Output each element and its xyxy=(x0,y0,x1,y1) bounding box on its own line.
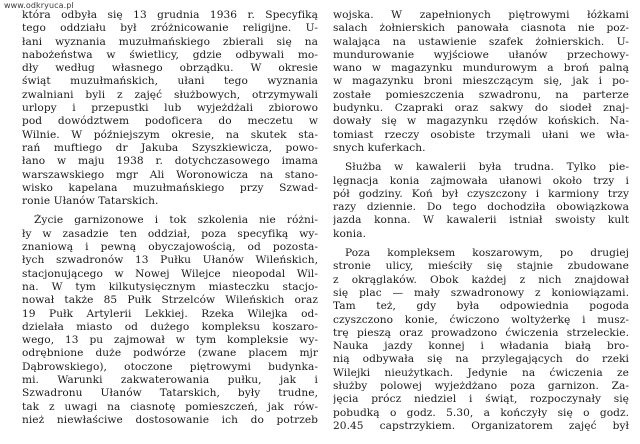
text-line: wisko kapelana muzułmańskiego przy Szwad- xyxy=(22,181,318,194)
text-line: łani wyznania muzułmańskiego zbierali się na xyxy=(22,35,318,48)
text-line: konia. xyxy=(333,227,366,240)
text-line: rań muftiego dr Jakuba Szyszkiewicza, powo- xyxy=(22,141,318,154)
text-line: odrębnione duże podwórze (zwane placem mjr xyxy=(22,347,318,360)
text-line: służby polowej wyjeżdżano poza garnizon. Za- xyxy=(333,380,629,393)
text-line: mundurowanie wyjściowe ułanów przechowy- xyxy=(333,48,629,61)
text-line: razy dziennie. Do tego dochodziła obowiązkowa xyxy=(333,201,629,214)
text-line: Tam też, gdy była odpowiednia pogoda xyxy=(333,300,629,313)
text-line: walająca na ustawienie szafek żołnierskich. U- xyxy=(333,35,629,48)
text-line: Szwadronu Ułanów Tatarskich, były trudne, xyxy=(22,387,318,400)
text-line: w magazynku broni mieszczącym się, jak i po- xyxy=(333,75,629,88)
text-line: urlopy i przepustki lub wyjeżdżali zbiorowo xyxy=(22,102,318,115)
text-line: dowały się w magazynku rzędów końskich. Na- xyxy=(333,115,629,128)
text-line: zostałe pomieszczenia szwadronu, na parterze xyxy=(333,88,629,101)
text-line: snych kuferkach. xyxy=(333,141,426,154)
text-line: wano w magazynku mundurowym a broń palną xyxy=(333,62,629,75)
text-line: Służba w kawalerii była trudna. Tylko pie- xyxy=(345,161,629,174)
text-line: łano w maju 1938 r. dotychczasowego imama xyxy=(22,155,318,168)
text-line: warszawskiego mgr Ali Woronowicza na stano- xyxy=(22,168,318,181)
left-text-column xyxy=(22,9,318,427)
text-line: tego oddziału był zróżnicowanie religijne. U- xyxy=(22,22,318,35)
text-line: Życie garnizonowe i tok szkolenia nie różni- xyxy=(34,214,318,227)
text-line: dły według własnego obrządku. W okresie xyxy=(22,62,318,75)
text-line: Dąbrowskiego), otoczone piętrowymi budynka- xyxy=(22,360,318,373)
paragraph xyxy=(333,247,629,433)
text-line: 19 Pułk Artylerii Lekkiej. Rzeka Wilejka od- xyxy=(22,307,318,320)
text-line: pobudką o godz. 5.30, a kończyły się o godz. xyxy=(333,406,629,419)
text-line: Wilejki nieużytkach. Jedynie na ćwiczenia ze xyxy=(333,366,629,379)
text-line: z okrąglaków. Obok każdej z nich znajdował xyxy=(333,273,629,286)
text-line: lęgnacja konia zajmowała ułanowi około trzy i xyxy=(333,174,629,187)
text-line: na. W tym kilkutysięcznym miasteczku stacjo- xyxy=(22,280,318,293)
text-line: dzielała miasto od dużego kompleksu koszaro- xyxy=(22,320,318,333)
paragraph xyxy=(22,9,318,208)
text-line: łych szwadronów 13 Pułku Ułanów Wileńskich, xyxy=(22,254,318,267)
text-line: zwalniani byli z zajęć służbowych, otrzymywali xyxy=(22,88,318,101)
text-line: pół godziny. Koń był czyszczony i karmiony trzy xyxy=(333,187,629,200)
text-line: ronie Ułanów Tatarskich. xyxy=(22,195,159,208)
text-line: wojska. W zapełnionych piętrowymi łóżkami xyxy=(333,9,629,21)
text-line: stacjonującego w Nowej Wilejce nieopodal Wil- xyxy=(22,267,318,280)
text-line: trę pieszą oraz prowadzono ćwiczenia strzeleckie. xyxy=(333,326,629,339)
text-line: Nauka jazdy konnej i władania białą bro- xyxy=(333,340,629,353)
text-line: Wilnie. W późniejszym okresie, na skutek sta- xyxy=(22,128,318,141)
text-line: się plac — mały szwadronowy z koniowiązami. xyxy=(333,286,629,299)
text-line: ły w zasadzie ten oddział, poza specyfiką wy- xyxy=(22,227,318,240)
text-line: jęcia prócz niedziel i świąt, rozpoczynały się xyxy=(333,393,629,406)
text-line: salach żołnierskich panowała ciasnota nie poz- xyxy=(333,22,629,35)
text-line: nował także 85 Pułk Strzelców Wileńskich oraz xyxy=(22,294,318,307)
text-line: znaniową i pewną obyczajowością, od pozosta- xyxy=(22,241,318,254)
text-line: mi. Warunki zakwaterowania pułku, jak i xyxy=(22,374,318,387)
text-line: nią odbywała się na przylegających do rzeki xyxy=(333,353,629,366)
site-watermark: www.odkryuca.pl xyxy=(4,1,74,10)
text-line: jazda konna. W kawalerii istniał swoisty kult xyxy=(333,214,629,227)
text-line: wego, 13 pu zajmował w tym kompleksie wy- xyxy=(22,334,318,347)
text-line: tomiast rzeczy osobiste trzymali ułani we wła- xyxy=(333,128,629,141)
paragraph xyxy=(333,161,629,241)
text-line: 20.45 capstrzykiem. Organizatorem zajęć był xyxy=(333,419,629,432)
paragraph xyxy=(22,214,318,427)
text-line: Poza kompleksem koszarowym, po drugiej xyxy=(345,247,629,260)
text-line: nabożeństwa w świetlicy, gdzie odbywali mo- xyxy=(22,48,318,61)
text-line: świąt muzułmańskich, ułani tego wyznania xyxy=(22,75,318,88)
text-line: budynku. Czapraki oraz sakwy do siodeł znaj- xyxy=(333,102,629,115)
text-line: nież niewłaściwe dostosowanie ich do potrzeb xyxy=(22,413,318,426)
text-line: czyszczono konie, ćwiczono woltyżerkę i musz- xyxy=(333,313,629,326)
paragraph xyxy=(333,9,629,155)
text-line: tak z uwagi na ciasnotę pomieszczeń, jak rów- xyxy=(22,400,318,413)
right-text-column xyxy=(333,9,629,433)
text-line: pod dowództwem podoficera do meczetu w xyxy=(22,115,318,128)
text-line: stronie ulicy, mieściły się stajnie zbudowane xyxy=(333,260,629,273)
text-line: która odbyła się 13 grudnia 1936 r. Specyfiką xyxy=(22,9,318,21)
